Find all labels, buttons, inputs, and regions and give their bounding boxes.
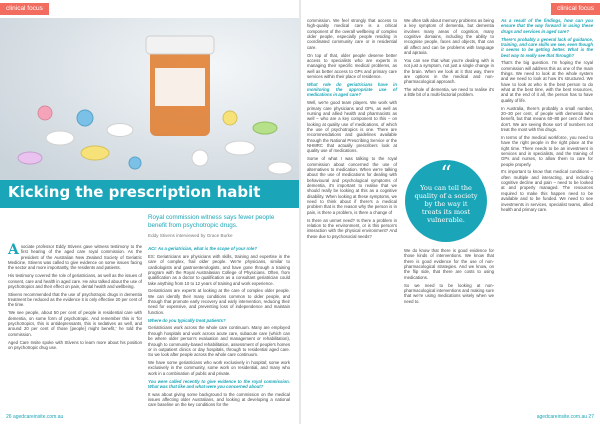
page-footer: agedcareinsite.com.au 27 (536, 414, 594, 420)
right-column-2b (404, 248, 494, 306)
body-paragraph: 'We see people, about 50 per cent of people in residential care with dementia, on some form of psychotropic. And remember this is 'for psychotropics, this is antidepressants, this is sedatives as well, and around 20 per cent of those [people] might benefit,' he told the commission. (8, 310, 142, 337)
standfirst (148, 214, 290, 239)
section-tag: clinical focus (551, 3, 600, 15)
page-footer: 26 agedcareinsite.com.au (6, 414, 64, 420)
body-paragraph: We do know that there is good evidence for those kinds of interventions. We know that there is good evidence for the use of non-pharmacological strategies. And we know, on the flip side, that there are costs to using medications. (404, 248, 494, 280)
body-paragraph: Some of what I was talking to the royal commission about concerned the use of alternatives to medication. When we're talking about the use of medications for dealing with behavioural and psychological symptoms of dementia, it's important to realise that we should really be looking at this as a cognitive disability. When looking at these symptoms, we need to think about if there's a medical problem that is the reason why the person is in pain, is there a problem, is there a change of (307, 156, 397, 215)
body-paragraph: A sociate professor Eddy Stivens gave witness testimony to the first hearing of the aged care royal commission. As the president of the Australian New Zealand Society of Geriatric Medicine, Stivens was called to give evidence on some issues facing the sector and more importantly, the residents and patients. (8, 242, 142, 271)
left-column-a (8, 244, 142, 353)
pull-quote (405, 160, 487, 242)
article-headline: Kicking the prescription habit (8, 183, 261, 201)
interview-question: There's probably a general lack of guidance, training, and care skills we see, even though it seems to be getting better. What is the best way to really see that through? (501, 36, 593, 58)
body-paragraph: On top of that, older people deserve better access to specialists who are experts in managing their specific medical problems, as well as better access to GPs and primary care services within their place of residence. (307, 52, 397, 79)
body-paragraph: That's the big question. I'm hoping the royal commission will address this as one of the main things. We need to look at the whole system and we need to look at how it's structured. We have to look at who is the best person to do what at the best time, with the best resources, and at the end of it all, the person has to have quality of life. (501, 60, 593, 103)
pill-bottle (146, 36, 214, 136)
body-paragraph: Geriatricians work across the whole care continuum. Many are employed through hospitals and work across acute care, subacute care (which can be where older person's evaluation and management or rehabilitation), through to community-based rehabilitation, assessment of people's homes or in outpatient clinics or day hospitals, through to residential aged care. So we look after people across the whole care continuum. (148, 325, 290, 358)
section-tag: clinical focus (0, 3, 49, 15)
body-paragraph: His testimony covered the role of geriatricians, as well as the issues of consent, care and health in aged care. He also talked about the use of psychotropics and their effect on pain, dental health and wellbeing. (8, 273, 142, 289)
interview-question: What role do geriatricians have in monitoring the appropriate use of medications in aged care? (307, 81, 397, 98)
body-paragraph: In terms of the medical workforce, you need to have the right people in the right place at the right time. There needs to be an investment in services and in specialists, and the training of GPs and nurses, to allow them to care for people properly. (501, 134, 593, 167)
body-paragraph: So we need to be looking at non-pharmacological interventions and making sure that we're using medications wisely when we need to. (404, 282, 494, 304)
interview-question: Where do you typically treat patients? (148, 317, 226, 323)
pull-quote-text: You can tell the quality of a society by the way it treats its most vulnerable. (414, 184, 478, 224)
body-paragraph: ES: Geriatricians are physicians with skills, training and expertise in the care of complex, frail older people. We're physicians, similar to cardiologists and gastroenterologists, and have gone through a training program with the Royal Australasian College of Physicians. Often, from qualification as a doctor to qualification as a consultant geriatrician could take anything from 10 to 12 years of training and work experience. (148, 253, 290, 286)
body-paragraph: Geriatricians are experts at looking at the care of complex older people. We can identify their many conditions common to older people, and through that promote early recovery and early intervention, reducing their need for expensive, and preventing loss of independence and maintain function. (148, 288, 290, 315)
body-paragraph: We often talk about memory problems as being a key symptom of dementia, but dementia involves many areas of cognition, many cognitive domains, including the ability to recognise people, faces and objects, that can all affect and can be problems with language and apraxia. (404, 18, 494, 56)
body-paragraph: The whole of dementia, we need to realise it's a little bit of a multi-factorial problem. (404, 87, 494, 98)
left-page (0, 0, 299, 424)
right-column-2 (404, 18, 494, 100)
right-column-1 (307, 18, 397, 241)
byline: Eddy Stivens interviewed by Grace Burke (148, 233, 233, 238)
hero-image (0, 18, 299, 183)
body-paragraph: Is there an unmet need? Is there a problem in relation to the environment, or is this person's interaction with the physical environment? And these due to psychosocial needs? (307, 217, 397, 239)
body-paragraph: commission. We feel strongly that access to high-quality medical care is a critical component of the overall wellbeing of complex older people, especially people residing in coordinated community care or in residential care. (307, 18, 397, 50)
quote-mark-icon: “ (440, 162, 452, 187)
standfirst-text: Royal commission witness says fewer people benefit from psychotropic drugs. (148, 214, 275, 229)
body-paragraph: Well, we're good team players. We work with primary care physicians and GPs, as well as nursing and allied health and pharmacists as well – who are a key component to this – on looking at quality use of medications, of which the use of psychotropics is one. There are recommendations and guidelines available through the National Prescribing Service or the NHMRC that actually prescribers look at quality use of medications. (307, 100, 397, 154)
right-column-3 (501, 18, 593, 215)
body-paragraph: You can see that what you're dealing with is not just a symptom, not just a single change in the brain. When we look at it that way, there are options in the medical and non-pharmacological approach. (404, 57, 494, 85)
body-paragraph: In Australia, there's probably a small number, 20–30 per cent, of people with dementia who benefit, but that means 60–80 per cent of them don't. We are seeing those sort of numbers not treat the most with this drugs. (501, 105, 593, 133)
left-column-b (148, 246, 290, 410)
interview-question: ACI: As a geriatrician, what is the scope of your role? (148, 246, 257, 251)
body-paragraph: It's important to know that medical conditions – often multiple and interacting, and including cognitive decline and pain – need to be looked at and properly managed. The resources required to make this happen need to be available and to be funded. We need to see investments in services, specialist teams, allied health and primary care. (501, 169, 593, 212)
interview-question: You were called recently to give evidence to the royal commission. What was that like and what were you concerned about? (148, 378, 290, 389)
interview-question: As a result of the findings, how can you ensure that the way forward in using these drugs and services in aged care? (501, 18, 593, 34)
body-paragraph: It was about giving some background to the commission on the medical issues affecting older Australians, and looking at developing a national care baseline on the key conditions for the (148, 391, 290, 408)
body-paragraph: Aged Care Insite spoke with Stivens to learn more about his position on psychotropic drug use. (8, 339, 142, 350)
headline-bar (0, 180, 299, 208)
body-paragraph: Stivens recommended that the use of psychotropic drugs in dementia treatment be reduced as the evidence it is only effective 20 per cent of the time. (8, 291, 142, 308)
right-page (301, 0, 600, 424)
drop-cap: A (8, 242, 19, 258)
body-paragraph: We have some geriatricians who work exclusively in hospital; some work exclusively in the community, some work on residential, and many who work in a combination of public and private. (148, 360, 290, 376)
